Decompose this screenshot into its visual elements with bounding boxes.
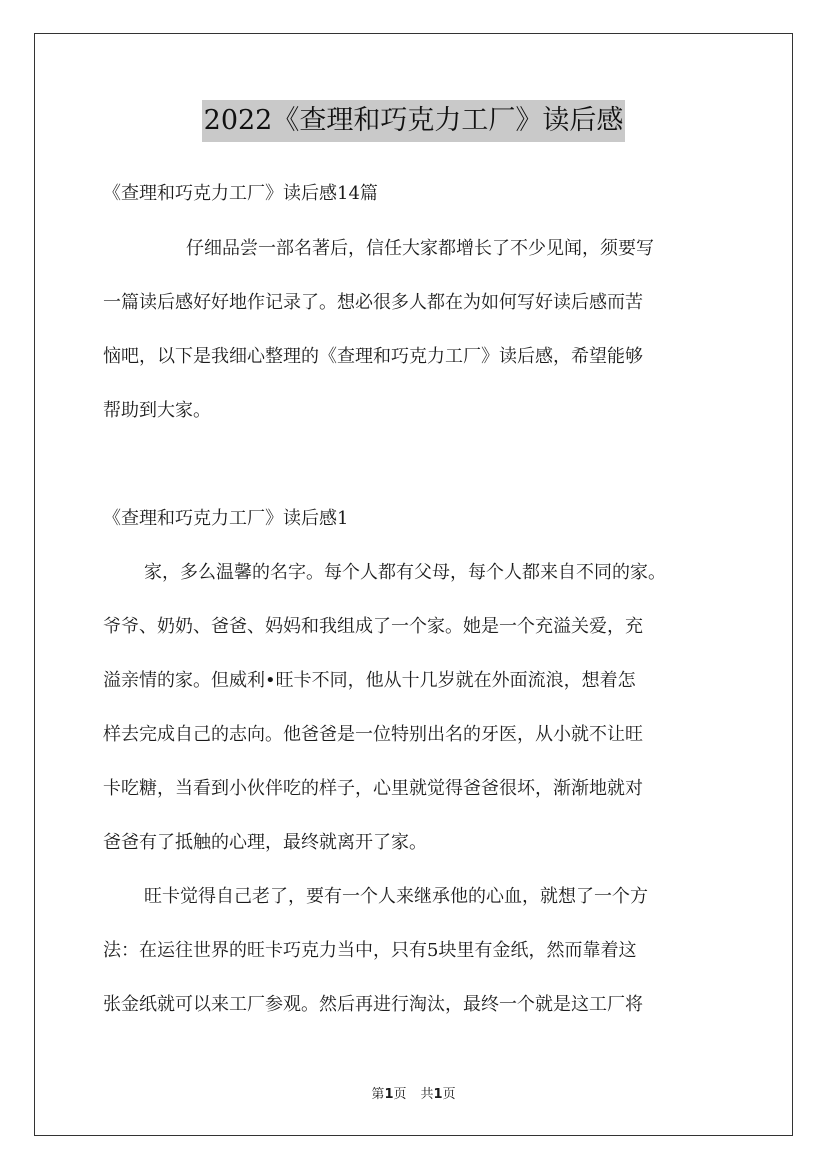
footer-page-suffix: 页 <box>393 1087 407 1102</box>
paragraph-line: 卡吃糖，当看到小伙伴吃的样子，心里就觉得爸爸很坏，渐渐地就对 <box>103 778 643 799</box>
title-container <box>0 100 827 142</box>
paragraph-line: 爷爷、奶奶、爸爸、妈妈和我组成了一个家。她是一个充溢关爱，充 <box>103 616 643 637</box>
section-heading: 《查理和巧克力工厂》读后感1 <box>103 508 349 529</box>
paragraph-line: 溢亲情的家。但威利•旺卡不同，他从十几岁就在外面流浪，想着怎 <box>103 670 636 691</box>
document-subtitle: 《查理和巧克力工厂》读后感14篇 <box>103 183 378 204</box>
paragraph-line: 家，多么温馨的名字。每个人都有父母，每个人都来自不同的家。 <box>144 562 666 583</box>
intro-line: 恼吧，以下是我细心整理的《查理和巧克力工厂》读后感，希望能够 <box>103 346 643 367</box>
paragraph-line: 张金纸就可以来工厂参观。然后再进行淘汰，最终一个就是这工厂将 <box>103 994 643 1015</box>
page-footer <box>0 1083 827 1102</box>
paragraph-line: 旺卡觉得自己老了，要有一个人来继承他的心血，就想了一个方 <box>144 886 648 907</box>
paragraph-line: 法：在运往世界的旺卡巧克力当中，只有5块里有金纸，然而靠着这 <box>103 940 637 961</box>
intro-line: 一篇读后感好好地作记录了。想必很多人都在为如何写好读后感而苦 <box>103 292 643 313</box>
paragraph-line: 爸爸有了抵触的心理，最终就离开了家。 <box>103 832 427 853</box>
footer-page-number: 1 <box>384 1087 394 1102</box>
footer-prefix: 第 <box>371 1087 385 1102</box>
document-title: 2022《查理和巧克力工厂》读后感 <box>202 100 626 142</box>
footer-total-pages: 1 <box>433 1087 443 1102</box>
footer-total-suffix: 页 <box>442 1087 456 1102</box>
intro-line: 帮助到大家。 <box>103 400 211 421</box>
intro-line: 仔细品尝一部名著后，信任大家都增长了不少见闻，须要写 <box>186 238 654 259</box>
footer-total-prefix: 共 <box>420 1087 434 1102</box>
paragraph-line: 样去完成自己的志向。他爸爸是一位特别出名的牙医，从小就不让旺 <box>103 724 643 745</box>
